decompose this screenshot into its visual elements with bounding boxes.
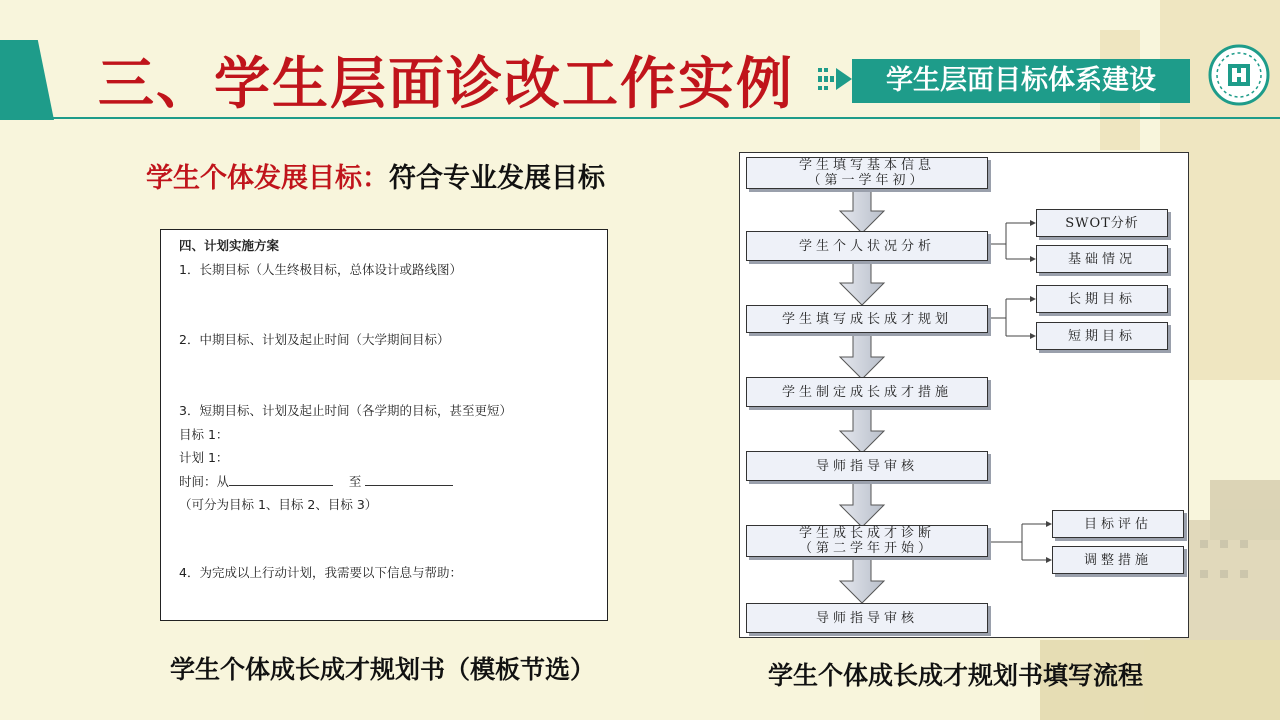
header-left-tab <box>0 40 54 120</box>
flow-step-measures-label: 学生制定成长成才措施 <box>781 384 952 400</box>
subtitle-label: 学生个体发展目标： <box>146 163 389 194</box>
flow-arrow-6 <box>840 559 884 603</box>
doc-line-plan-1: 计划 1： <box>179 450 229 465</box>
flow-step-diagnosis-label: 学生成长成才诊断 <box>798 526 935 541</box>
flow-side-goal-eval <box>1052 510 1184 538</box>
flow-step-status-analysis-label: 学生个人状况分析 <box>798 238 935 254</box>
flow-step-fill-plan-label: 学生填写成长成才规划 <box>781 311 952 327</box>
doc-line-long-term: 1．长期目标（人生终极目标，总体设计或路线图） <box>179 262 462 277</box>
flow-side-goal-eval-label: 目标评估 <box>1083 516 1152 532</box>
flow-step-status-analysis <box>746 231 988 261</box>
flow-side-long-term-label: 长期目标 <box>1067 291 1136 307</box>
flow-arrow-2 <box>840 263 884 305</box>
flow-step-measures <box>746 377 988 407</box>
flow-side-swot-label: SWOT分析 <box>1065 215 1139 231</box>
flow-step-mentor-review-2-label: 导师指导审核 <box>815 610 918 626</box>
flow-side-adjust <box>1052 546 1184 574</box>
flowchart-caption: 学生个体成长成才规划书填写流程 <box>768 661 1144 690</box>
doc-line-short-term: 3．短期目标、计划及起止时间（各学期的目标，甚至更短） <box>179 403 512 418</box>
flow-step-fill-plan <box>746 305 988 333</box>
flow-side-long-term <box>1036 285 1168 313</box>
flow-side-basics <box>1036 245 1168 273</box>
plan-template-excerpt <box>160 229 608 621</box>
flow-arrow-4 <box>840 409 884 453</box>
flow-arrow-1 <box>840 189 884 233</box>
flow-step-basic-info <box>746 157 988 189</box>
arrow-right-icon <box>818 64 852 94</box>
time-to-blank <box>365 475 453 486</box>
flow-side-short-term-label: 短期目标 <box>1067 328 1136 344</box>
flow-step-mentor-review-1 <box>746 451 988 481</box>
time-from-label: 时间：从 <box>179 474 230 489</box>
section-tag: 学生层面目标体系建设 <box>852 59 1190 103</box>
flow-step-mentor-review-2 <box>746 603 988 633</box>
flow-step-diagnosis-note: （第二学年开始） <box>798 541 935 556</box>
doc-line-goal-1: 目标 1： <box>179 427 229 442</box>
template-caption: 学生个体成长成才规划书（模板节选） <box>170 655 596 684</box>
flow-step-mentor-review-1-label: 导师指导审核 <box>815 458 918 474</box>
doc-line-help: 4．为完成以上行动计划，我需要以下信息与帮助： <box>179 565 462 580</box>
time-from-blank <box>229 475 333 486</box>
time-to-label: 至 <box>348 474 362 489</box>
flow-arrow-5 <box>840 483 884 527</box>
flow-side-adjust-label: 调整措施 <box>1083 552 1152 568</box>
page-title: 三、学生层面诊改工作实例 <box>98 52 794 117</box>
flow-arrow-3 <box>840 335 884 379</box>
flow-side-short-term <box>1036 322 1168 350</box>
doc-line-mid-term: 2．中期目标、计划及起止时间（大学期间目标） <box>179 332 450 347</box>
flow-step-basic-info-label: 学生填写基本信息 <box>798 158 935 173</box>
subtitle-value: 符合专业发展目标 <box>389 163 605 194</box>
flow-side-basics-label: 基础情况 <box>1067 251 1136 267</box>
doc-heading: 四、计划实施方案 <box>179 238 280 253</box>
doc-line-time <box>179 472 453 490</box>
doc-line-note: （可分为目标 1、目标 2、目标 3） <box>179 497 378 512</box>
school-logo-icon <box>1208 44 1270 106</box>
flow-step-basic-info-note: （第一学年初） <box>807 173 927 188</box>
flow-step-diagnosis <box>746 525 988 557</box>
subtitle <box>146 156 605 195</box>
flow-side-swot <box>1036 209 1168 237</box>
flowchart <box>739 152 1189 638</box>
